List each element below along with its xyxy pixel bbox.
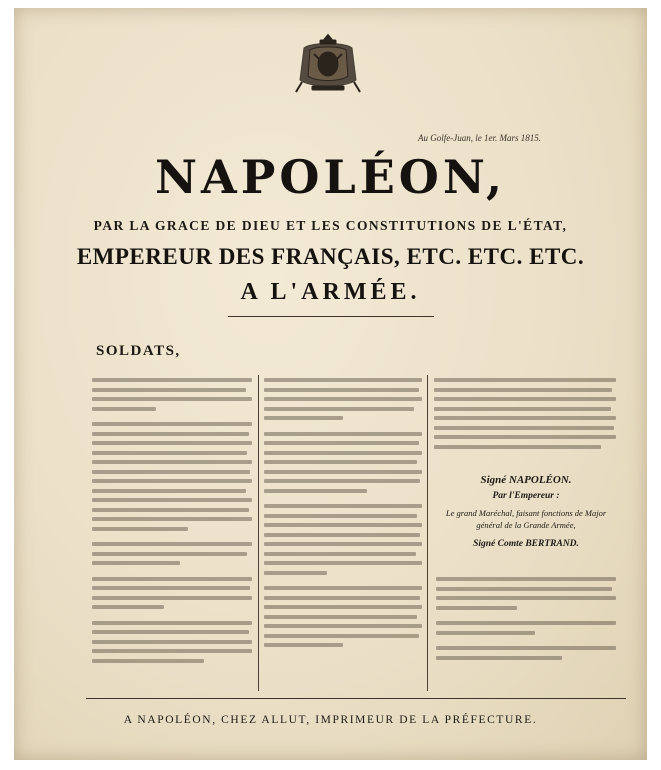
imperial-crest-icon (290, 30, 366, 98)
title-rule (228, 316, 434, 317)
footer-rule (86, 698, 626, 699)
salutation: SOLDATS, (96, 343, 181, 359)
signature-role: Le grand Maréchal, faisant fonctions de Major général de la Grande Armée, (445, 508, 607, 530)
signature-signed-by: Signé Comte BERTRAND. (473, 539, 579, 549)
column-divider (427, 375, 428, 691)
audience-heading: A L'ARMÉE. (240, 279, 421, 305)
dateline: Au Golfe-Juan, le 1er. Mars 1815. (418, 133, 541, 143)
page-title: NAPOLÉON, (155, 150, 506, 204)
body-column-left (92, 378, 252, 668)
emperor-line: EMPEREUR DES FRANÇAIS, ETC. ETC. ETC. (76, 244, 585, 269)
subtitle: PAR LA GRACE DE DIEU ET LES CONSTITUTIONS DE L'ÉTAT, (93, 218, 568, 233)
body-column-right-lower (436, 577, 616, 665)
body-column-right (434, 378, 616, 454)
signature-signed: Signé NAPOLÉON. (480, 474, 572, 486)
printer-footer: A NAPOLÉON, CHEZ ALLUT, IMPRIMEUR DE LA PRÉFECTURE. (123, 714, 538, 726)
body-column-middle (264, 378, 422, 653)
column-divider (258, 375, 259, 691)
signature-by-emperor: Par l'Empereur : (492, 491, 560, 501)
